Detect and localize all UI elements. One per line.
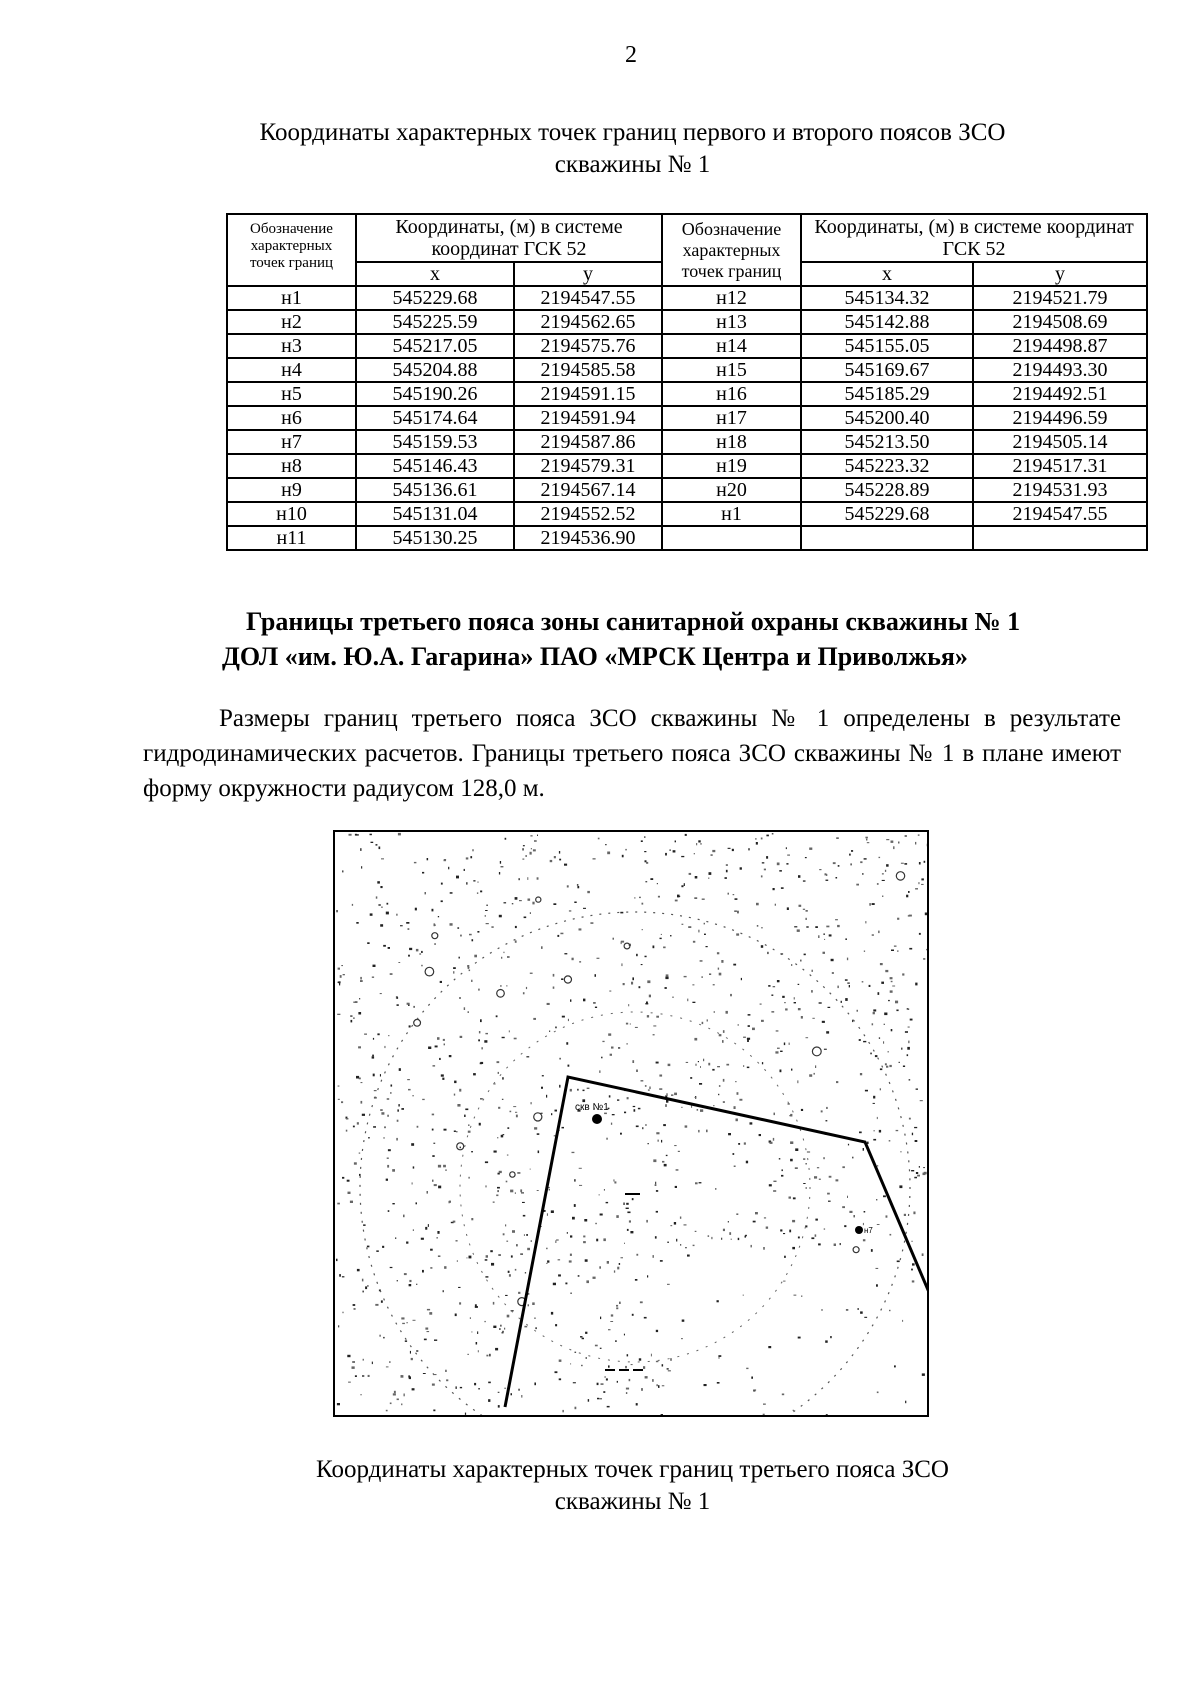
right-point-name: н16 <box>662 382 801 406</box>
right-y-value: 2194547.55 <box>973 502 1147 526</box>
right-x-value: 545142.88 <box>801 310 973 334</box>
table-row <box>227 430 1147 454</box>
left-point-name: н7 <box>227 430 356 454</box>
y-header-left: у <box>514 262 662 286</box>
table-row <box>227 310 1147 334</box>
page-number: 2 <box>625 42 637 68</box>
left-x-value: 545229.68 <box>356 286 514 310</box>
left-x-value: 545204.88 <box>356 358 514 382</box>
right-x-value <box>801 526 973 550</box>
table-row <box>227 406 1147 430</box>
map-background-speckles <box>336 833 929 1417</box>
third-zone-heading <box>120 1454 1145 1518</box>
left-x-value: 545159.53 <box>356 430 514 454</box>
right-point-name: н15 <box>662 358 801 382</box>
boundary-line <box>505 1077 929 1407</box>
left-point-name: н9 <box>227 478 356 502</box>
left-point-name: н2 <box>227 310 356 334</box>
right-x-value: 545229.68 <box>801 502 973 526</box>
table-row <box>227 454 1147 478</box>
body-paragraph: Размеры границ третьего пояса ЗСО скважины № 1 определены в результате гидродинамических расчетов. Границы третьего пояса ЗСО скважины № 1 в плане имеют форму окружности радиусом 128,0 м. <box>143 705 1121 802</box>
right-point-name <box>662 526 801 550</box>
left-y-value: 2194536.90 <box>514 526 662 550</box>
col-system-header-right: Координаты, (м) в системе координат ГСК 52 <box>801 214 1147 262</box>
left-x-value: 545217.05 <box>356 334 514 358</box>
left-point-name: н6 <box>227 406 356 430</box>
table-heading-line1: Координаты характерных точек границ первого и второго поясов ЗСО <box>259 119 1006 146</box>
x-header-right: х <box>801 262 973 286</box>
col-label-header-left: Обозначение характерных точек границ <box>227 214 356 286</box>
right-x-value: 545200.40 <box>801 406 973 430</box>
y-header-right: у <box>973 262 1147 286</box>
right-y-value: 2194508.69 <box>973 310 1147 334</box>
table-row <box>227 286 1147 310</box>
right-y-value: 2194521.79 <box>973 286 1147 310</box>
section-title <box>200 604 1100 674</box>
left-y-value: 2194547.55 <box>514 286 662 310</box>
table-heading <box>120 117 1145 181</box>
section-title-line1: Границы третьего пояса зоны санитарной охраны скважины № 1 <box>246 607 1021 636</box>
table-row <box>227 334 1147 358</box>
right-point-name: н1 <box>662 502 801 526</box>
left-x-value: 545136.61 <box>356 478 514 502</box>
left-point-name: н3 <box>227 334 356 358</box>
coordinates-table <box>226 213 1148 551</box>
right-y-value: 2194517.31 <box>973 454 1147 478</box>
right-x-value: 545134.32 <box>801 286 973 310</box>
left-x-value: 545131.04 <box>356 502 514 526</box>
right-point-name: н19 <box>662 454 801 478</box>
left-x-value: 545190.26 <box>356 382 514 406</box>
left-point-name: н11 <box>227 526 356 550</box>
left-y-value: 2194585.58 <box>514 358 662 382</box>
table-row <box>227 478 1147 502</box>
left-point-name: н8 <box>227 454 356 478</box>
left-y-value: 2194567.14 <box>514 478 662 502</box>
site-map-drawing <box>335 832 929 1417</box>
left-point-name: н10 <box>227 502 356 526</box>
right-y-value <box>973 526 1147 550</box>
right-point-name: н17 <box>662 406 801 430</box>
right-x-value: 545213.50 <box>801 430 973 454</box>
table-row <box>227 382 1147 406</box>
left-y-value: 2194552.52 <box>514 502 662 526</box>
right-x-value: 545223.32 <box>801 454 973 478</box>
right-y-value: 2194498.87 <box>973 334 1147 358</box>
right-y-value: 2194505.14 <box>973 430 1147 454</box>
left-point-name: н4 <box>227 358 356 382</box>
left-y-value: 2194591.15 <box>514 382 662 406</box>
right-y-value: 2194531.93 <box>973 478 1147 502</box>
left-x-value: 545225.59 <box>356 310 514 334</box>
col-label-header-right: Обозначение характерных точек границ <box>662 214 801 286</box>
point-n7-marker <box>855 1226 863 1234</box>
right-point-name: н20 <box>662 478 801 502</box>
left-x-value: 545130.25 <box>356 526 514 550</box>
coordinates-table-body <box>227 286 1147 550</box>
left-y-value: 2194562.65 <box>514 310 662 334</box>
well-label: скв №1 <box>575 1102 609 1113</box>
zone-circle-inner <box>460 1012 810 1362</box>
left-y-value: 2194579.31 <box>514 454 662 478</box>
section-title-line2: ДОЛ «им. Ю.А. Гагарина» ПАО «МРСК Центра и Приволжья» <box>222 642 968 671</box>
right-point-name: н12 <box>662 286 801 310</box>
site-map <box>333 830 929 1417</box>
right-y-value: 2194496.59 <box>973 406 1147 430</box>
point-n7-label: н7 <box>864 1226 873 1235</box>
third-zone-heading-line1: Координаты характерных точек границ третьего пояса ЗСО <box>316 1456 949 1483</box>
right-y-value: 2194493.30 <box>973 358 1147 382</box>
left-y-value: 2194591.94 <box>514 406 662 430</box>
right-point-name: н13 <box>662 310 801 334</box>
left-y-value: 2194575.76 <box>514 334 662 358</box>
left-x-value: 545174.64 <box>356 406 514 430</box>
right-x-value: 545228.89 <box>801 478 973 502</box>
col-system-header-left: Координаты, (м) в системе координат ГСК 52 <box>356 214 662 262</box>
left-point-name: н5 <box>227 382 356 406</box>
right-x-value: 545185.29 <box>801 382 973 406</box>
table-row <box>227 526 1147 550</box>
table-row <box>227 502 1147 526</box>
right-point-name: н18 <box>662 430 801 454</box>
right-x-value: 545155.05 <box>801 334 973 358</box>
x-header-left: х <box>356 262 514 286</box>
table-row <box>227 358 1147 382</box>
right-y-value: 2194492.51 <box>973 382 1147 406</box>
right-point-name: н14 <box>662 334 801 358</box>
left-x-value: 545146.43 <box>356 454 514 478</box>
left-y-value: 2194587.86 <box>514 430 662 454</box>
left-point-name: н1 <box>227 286 356 310</box>
third-zone-heading-line2: скважины № 1 <box>554 1488 711 1515</box>
well-marker <box>592 1114 602 1124</box>
right-x-value: 545169.67 <box>801 358 973 382</box>
table-heading-line2: скважины № 1 <box>554 151 711 178</box>
